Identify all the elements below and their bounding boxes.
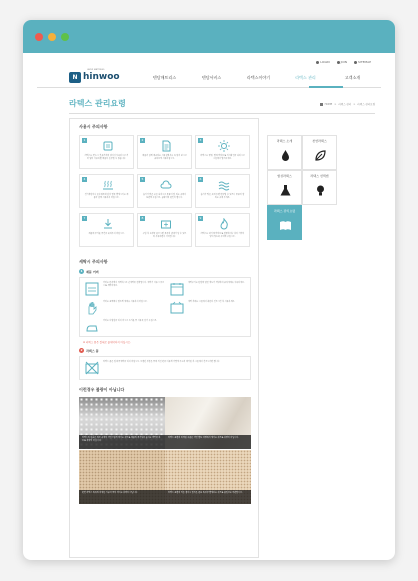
leaf-icon (314, 149, 327, 162)
wash-item (170, 301, 248, 315)
usage-card (137, 174, 192, 208)
nav-item-customer[interactable]: 고객소개 (344, 75, 361, 80)
card-number: 8 (141, 216, 144, 220)
card-text: 습기가 많은 곳에 두면 변형될 수 있으니 통풍이 잘 되는 곳에 두세요. (200, 194, 245, 199)
sidebar-item-label: 라텍스 소개 (276, 139, 293, 143)
photo-caption: 라텍스 표면의 작은 점이나 얼룩은 원료 특성상 발생하는 것으로 품질과는 무관합니다. (165, 490, 251, 504)
sidebar-item-label: 합성라텍스 (277, 174, 292, 178)
sidebar-item-label: 라텍스 선택법 (310, 174, 329, 178)
defect-photo (79, 397, 165, 449)
usage-card (137, 135, 192, 169)
card-text: 구입 후 포장을 뜯으시면 특유의 냄새가 날 수 있으며 사용하면서 사라집니다. (142, 233, 187, 238)
sidebar-item-care[interactable] (267, 205, 302, 240)
nav-item-service[interactable]: 텐담서비스 (201, 75, 222, 80)
cover-wash-box (79, 277, 251, 337)
card-text: 습기가 많은 곳은 피하시고 통풍이 잘 되는 곳에서 보관해 주십시오. 곰팡이의 원인이 됩니다. (142, 194, 187, 199)
card-number: 9 (199, 216, 202, 220)
card-text: 라텍스는 화기에 약하므로 담뱃불이나 불이 가까이 닿지 않도록 주의해 주십시오. (200, 233, 245, 238)
no-wash-icon (85, 361, 99, 375)
photo-caption: 천연 라텍스 특유의 미세한 기공과 색상 차이는 불량이 아닙니다. (79, 490, 165, 504)
join-link[interactable] (337, 60, 347, 64)
book-icon (279, 219, 292, 232)
website (37, 53, 381, 560)
card-text: 제품과 함께 제공되는 사용설명서를 꼭 읽어 보시고 올바르게 사용하십시오. (142, 155, 187, 160)
flame-icon (218, 218, 230, 230)
cloud-icon (160, 179, 172, 191)
nav-item-story[interactable]: 라텍스이야기 (246, 75, 271, 80)
nav-item-mattress[interactable]: 텐담매트리스 (152, 75, 177, 80)
photo-caption: 라텍스 표면의 미세한 주름은 자연 발포 과정에서 생기는 것으로 불량이 아닙니다. (165, 435, 251, 449)
logo-mark: N (69, 72, 81, 83)
download-icon (102, 218, 114, 230)
card-number: 4 (83, 177, 86, 181)
card-text: 제품에 무거운 물건을 올려두지 마십시오. (88, 233, 125, 235)
sidebar-item-label: 천연라텍스 (312, 139, 327, 143)
wash-item (85, 320, 165, 334)
nav-item-care[interactable]: 라텍스 관리 (295, 75, 316, 80)
wash-item-text: 커버는 표백제나 염소계 세제를 사용하지 마십시오. (103, 301, 148, 303)
join-label: JOIN (340, 60, 348, 64)
lock-icon (316, 61, 319, 64)
wash-item-text: 라텍스 폼은 절대 물세탁을 하지 마십시오. 오염된 부분은 물에 적신 천을 이용해 가볍게 두드려 제거한 후 그늘에서 건조시키면 됩니다. (103, 361, 221, 363)
defect-photo (79, 450, 165, 504)
subsection-latex (79, 348, 99, 353)
defect-photo (165, 397, 251, 449)
card-number: 2 (141, 138, 144, 142)
main-nav (141, 75, 376, 81)
subsection-title: 제품 커버 (86, 269, 99, 274)
card-text: 라텍스는 햇빛, 열에 약하므로 직사광선을 피하시고 그늘에서 말려주세요. (200, 155, 245, 160)
sidebar-item-natural[interactable] (302, 135, 337, 170)
sitemap-label: SITEMAP (358, 60, 371, 64)
section-title-washing: 세탁시 주의사항 (79, 259, 108, 264)
page-title: 라텍스 관리요령 (69, 99, 126, 108)
utility-links (316, 60, 371, 64)
card-number: 3 (199, 138, 202, 142)
logo-name: hinwoo (83, 72, 120, 82)
logo-tagline: LATEX MATTRESS (87, 69, 105, 71)
card-number: 5 (141, 177, 144, 181)
wash-item-text: 세탁 후에는 그늘에서 충분히 건조시킨 후 사용하세요. (188, 301, 235, 303)
cover-icon (102, 140, 114, 152)
usage-card (79, 135, 134, 169)
browser-window (23, 20, 395, 560)
latex-wash-box (79, 356, 251, 380)
section-title-not-defect: 이런경우 불량이 아닙니다 (79, 387, 125, 392)
iron-icon (85, 320, 99, 334)
section-title-usage: 사용시 주의사항 (79, 124, 108, 129)
card-text: 라텍스는 반드시 전용커버에 넣어서 사용하시고 커버 없이 사용하면 제품이 손상될 수 있습니다. (84, 155, 129, 160)
wave-icon (218, 179, 230, 191)
defect-photo (165, 450, 251, 504)
sidebar-item-choose[interactable] (302, 170, 337, 205)
breadcrumb-care[interactable]: 라텍스 관리 (338, 103, 352, 106)
minimize-dot[interactable] (48, 33, 56, 41)
usage-card (137, 213, 192, 247)
main-content (69, 118, 259, 558)
breadcrumb-home[interactable]: HOME (324, 102, 333, 106)
document-icon (160, 140, 172, 152)
hand-icon (85, 301, 99, 315)
wash-warning: ※ 라텍스 폼은 절대로 물세탁하지 마십시오. (83, 341, 131, 344)
subsection-cover (79, 269, 99, 274)
usage-card (195, 213, 250, 247)
title-divider (69, 113, 375, 114)
subsection-title: 라텍스 폼 (86, 348, 99, 353)
wash-item (170, 282, 248, 296)
wash-item (85, 361, 247, 375)
card-text: 전기장판이나 온수매트와 같이 열을 발생시키는 제품과 함께 사용하지 마십시오. (84, 194, 129, 199)
home-icon[interactable] (320, 103, 323, 106)
breadcrumb (320, 102, 375, 106)
sidebar-item-synthetic[interactable] (267, 170, 302, 205)
dry-icon (170, 301, 184, 315)
maximize-dot[interactable] (61, 33, 69, 41)
sitemap-icon (354, 61, 357, 64)
sidebar-item-label: 라텍스 관리요령 (273, 209, 296, 213)
flask-icon (279, 184, 292, 197)
wash-item-text: 세탁주기는 한달에 한번 정도가 적당하며 중성세제를 사용하세요. (188, 282, 245, 284)
login-link[interactable] (316, 60, 329, 64)
wash-icon (85, 282, 99, 296)
sitemap-link[interactable] (354, 60, 371, 64)
usage-card (79, 174, 134, 208)
bulb-icon (314, 184, 327, 197)
wash-item (85, 282, 165, 296)
usage-card (195, 135, 250, 169)
sidebar-item-intro[interactable] (267, 135, 302, 170)
wash-item (85, 301, 165, 315)
heat-icon (102, 179, 114, 191)
nav-active-indicator (309, 86, 343, 88)
breadcrumb-current: 라텍스 관리요령 (357, 103, 375, 106)
wash-item-text: 커버는 분리해서 세탁하시고 손세탁을 권장합니다. 세탁기 사용시 울코스로 세탁하세요. (103, 282, 165, 287)
breadcrumb-sep: > (353, 102, 356, 106)
card-number: 7 (83, 216, 86, 220)
subsection-number: 2 (80, 348, 83, 352)
window-titlebar (23, 20, 395, 53)
breadcrumb-sep: > (334, 102, 337, 106)
drop-icon (279, 149, 292, 162)
card-number: 6 (199, 177, 202, 181)
photo-caption: 라텍스의 핀홀은 제조 공정상 자연스럽게 생기는 것으로 제품의 통기성을 높이는 역할을 하므로 불량이 아닙니다. (79, 435, 165, 449)
usage-card (195, 174, 250, 208)
user-icon (337, 61, 340, 64)
close-dot[interactable] (35, 33, 43, 41)
usage-card (79, 213, 134, 247)
box-icon (160, 218, 172, 230)
card-number: 1 (83, 138, 86, 142)
subsection-number: 1 (80, 269, 83, 273)
calendar-icon (170, 282, 184, 296)
sun-icon (218, 140, 230, 152)
login-label: LOGIN (320, 60, 330, 64)
site-logo[interactable] (69, 69, 120, 83)
wash-item-text: 커버는 다림질을 하지 마시고 뜨거운 물 사용을 삼가 주십시오. (103, 320, 158, 322)
